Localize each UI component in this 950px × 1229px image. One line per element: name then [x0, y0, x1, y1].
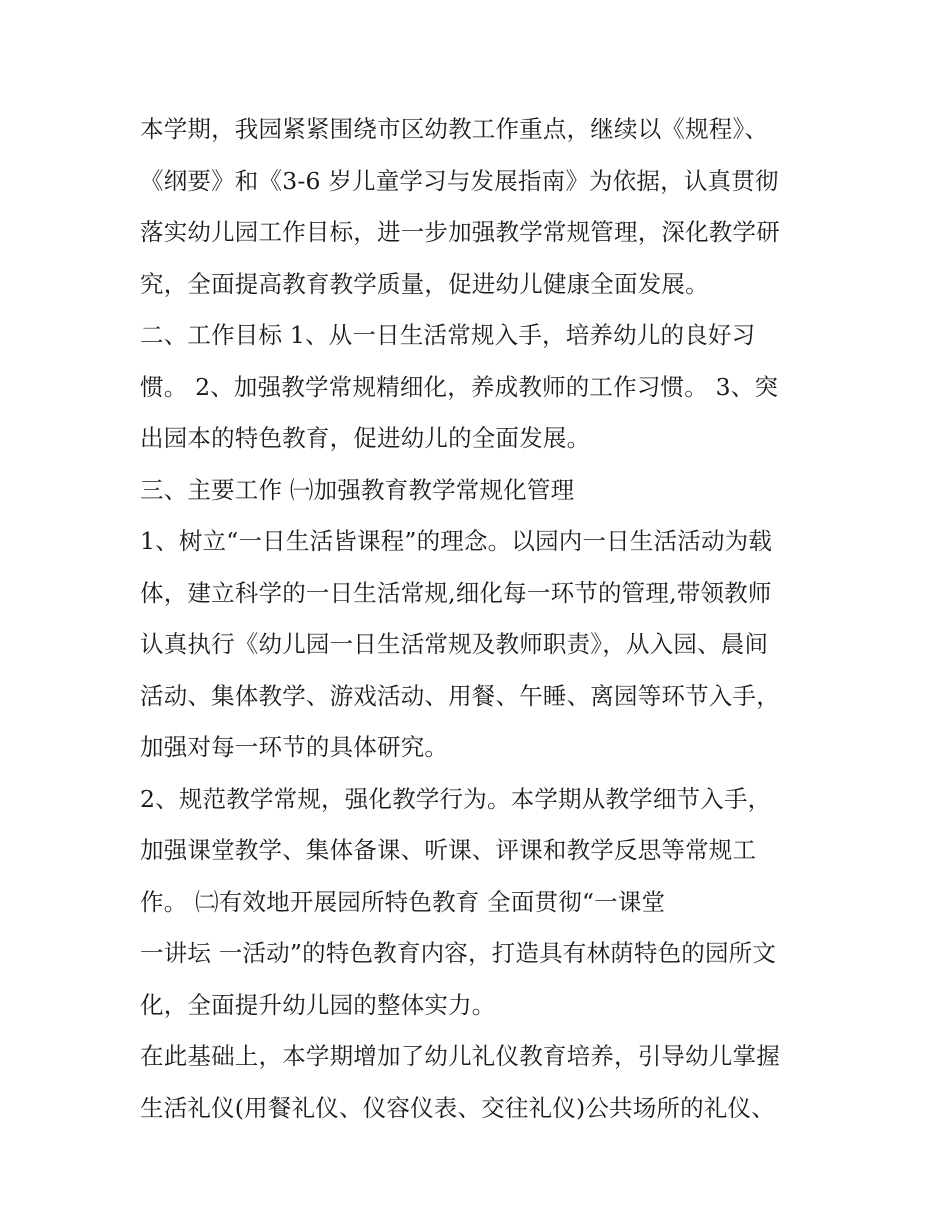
- text-line: 一讲坛 一活动”的特色教育内容，打造具有林荫特色的园所文: [140, 939, 777, 967]
- text-line: 二、工作目标 1、从一日生活常规入手，培养幼儿的良好习: [140, 321, 756, 349]
- text-line: 在此基础上，本学期增加了幼儿礼仪教育培养，引导幼儿掌握: [140, 1042, 780, 1070]
- text-line: 惯。 2、加强教学常规精细化，养成教师的工作习惯。 3、突: [140, 372, 779, 401]
- document-body: [140, 104, 820, 1134]
- text-line: 加强对每一环节的具体研究。: [140, 733, 449, 761]
- text-line: 三、主要工作 ㈠加强教育教学常规化管理: [140, 475, 575, 504]
- text-line: 2、规范教学常规，强化教学行为。本学期从教学细节入手，: [140, 784, 772, 813]
- text-line: 活动、集体教学、游戏活动、用餐、午睡、离园等环节入手，: [140, 681, 780, 710]
- text-line: 作。 ㈡有效地开展园所特色教育 全面贯彻“一课堂: [140, 887, 666, 916]
- text-line: 化，全面提升幼儿园的整体实力。: [140, 990, 496, 1019]
- text-line: 出园本的特色教育，促进幼儿的全面发展。: [140, 424, 591, 452]
- text-line: 生活礼仪(用餐礼仪、仪容仪表、交往礼仪)公共场所的礼仪、: [140, 1093, 775, 1122]
- text-line: 落实幼儿园工作目标，进一步加强教学常规管理，深化教学研: [140, 218, 780, 246]
- text-line: 认真执行《幼儿园一日生活常规及教师职责》，从入园、晨间: [140, 630, 769, 658]
- text-line: 体，建立科学的一日生活常规,细化每一环节的管理,带领教师: [140, 578, 772, 607]
- text-line: 《纲要》和《3-6 岁儿童学习与发展指南》为依据，认真贯彻: [140, 166, 779, 195]
- text-line: 本学期，我园紧紧围绕市区幼教工作重点，继续以《规程》、: [140, 115, 769, 143]
- text-line: 1、树立“一日生活皆课程”的理念。以园内一日生活活动为载: [140, 527, 773, 555]
- text-line: 加强课堂教学、集体备课、听课、评课和教学反思等常规工: [140, 836, 757, 864]
- text-line: 究，全面提高教育教学质量，促进幼儿健康全面发展。: [140, 269, 709, 298]
